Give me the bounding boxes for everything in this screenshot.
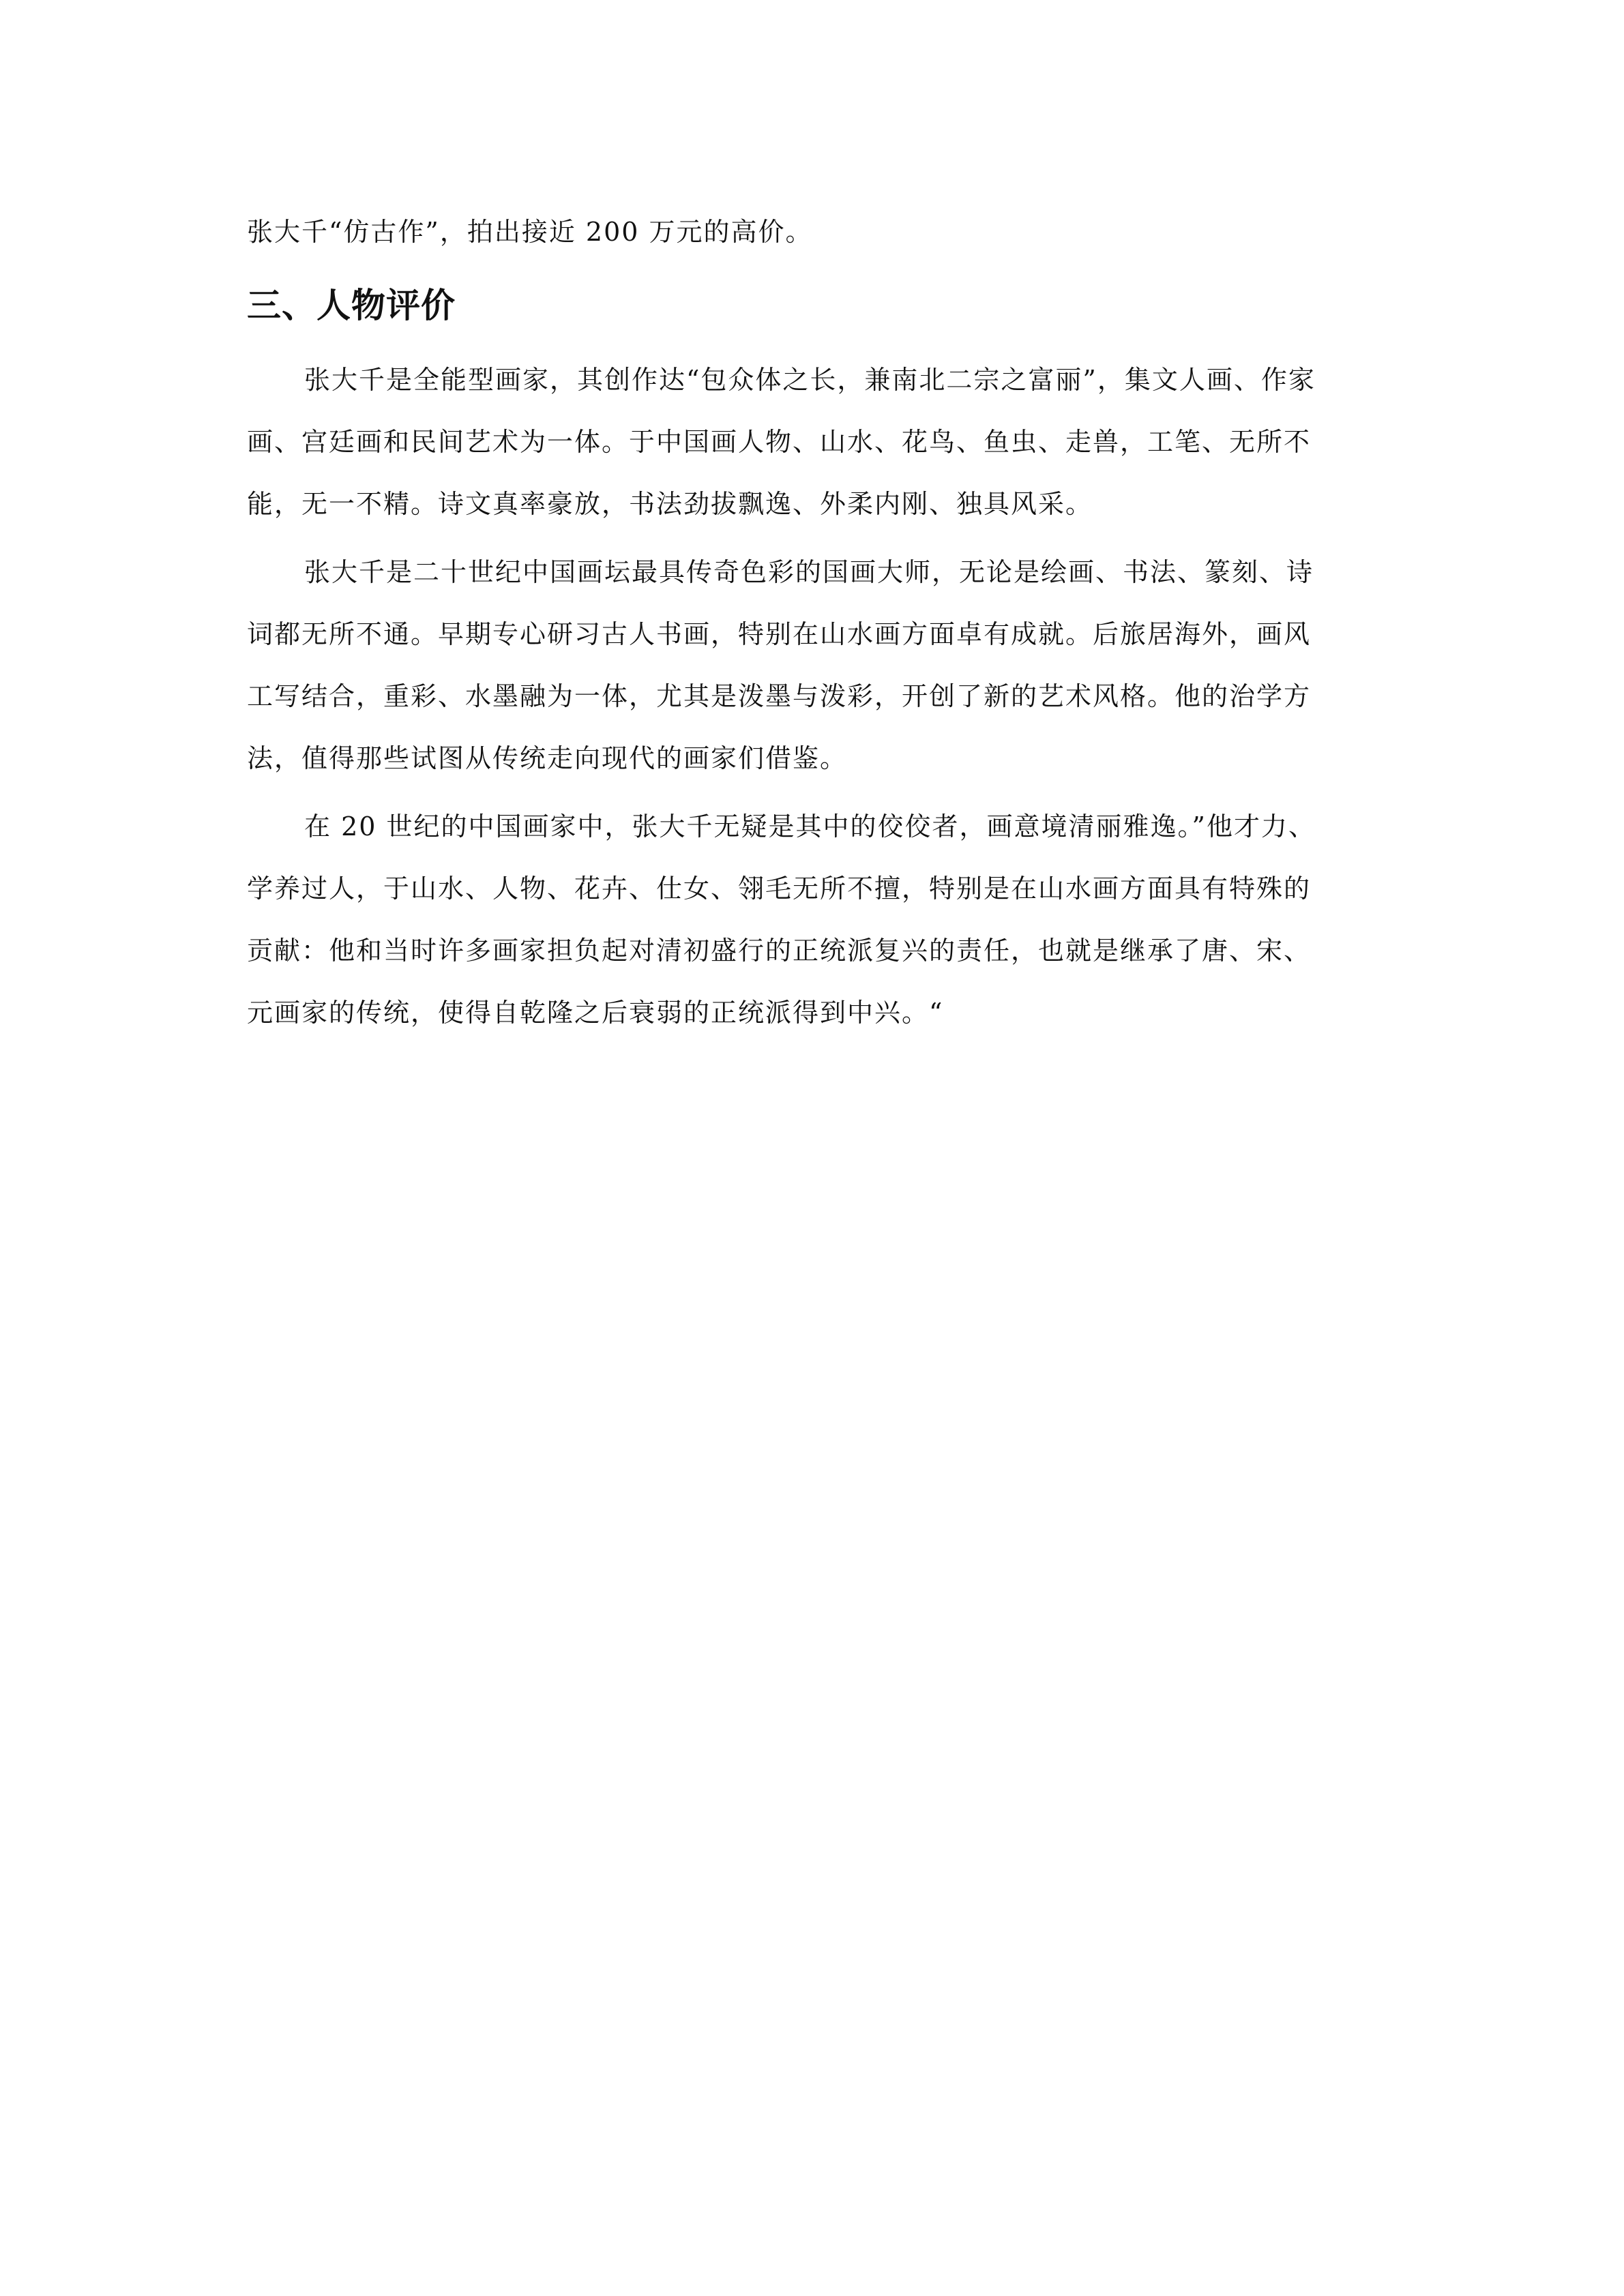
paragraph-line: 在 20 世纪的中国画家中，张大千无疑是其中的佼佼者，画意境清丽雅逸。”他才力、 <box>304 811 1316 841</box>
paragraph-line: 工写结合，重彩、水墨融为一体，尤其是泼墨与泼彩，开创了新的艺术风格。他的治学方 <box>247 681 1312 711</box>
paragraph-line: 能，无一不精。诗文真率豪放，书法劲拔飘逸、外柔内刚、独具风采。 <box>247 489 1093 519</box>
paragraph-line: 贡献：他和当时许多画家担负起对清初盛行的正统派复兴的责任，也就是继承了唐、宋、 <box>247 936 1312 966</box>
section-heading: 三、人物评价 <box>247 286 456 325</box>
paragraph-line: 法，值得那些试图从传统走向现代的画家们借鉴。 <box>247 743 848 773</box>
paragraph-line: 画、宫廷画和民间艺术为一体。于中国画人物、山水、花鸟、鱼虫、走兽，工笔、无所不 <box>247 427 1312 457</box>
paragraph-line: 张大千是二十世纪中国画坛最具传奇色彩的国画大师，无论是绘画、书法、篆刻、诗 <box>304 557 1314 587</box>
continuation-line: 张大千“仿古作”，拍出接近 200 万元的高价。 <box>247 217 813 247</box>
paragraph-line: 元画家的传统，使得自乾隆之后衰弱的正统派得到中兴。“ <box>247 998 944 1028</box>
paragraph-line: 词都无所不通。早期专心研习古人书画，特别在山水画方面卓有成就。后旅居海外，画风 <box>247 619 1312 649</box>
paragraph-line: 学养过人，于山水、人物、花卉、仕女、翎毛无所不擅，特别是在山水画方面具有特殊的 <box>247 874 1312 904</box>
paragraph-line: 张大千是全能型画家，其创作达“包众体之长，兼南北二宗之富丽”，集文人画、作家 <box>304 365 1316 395</box>
